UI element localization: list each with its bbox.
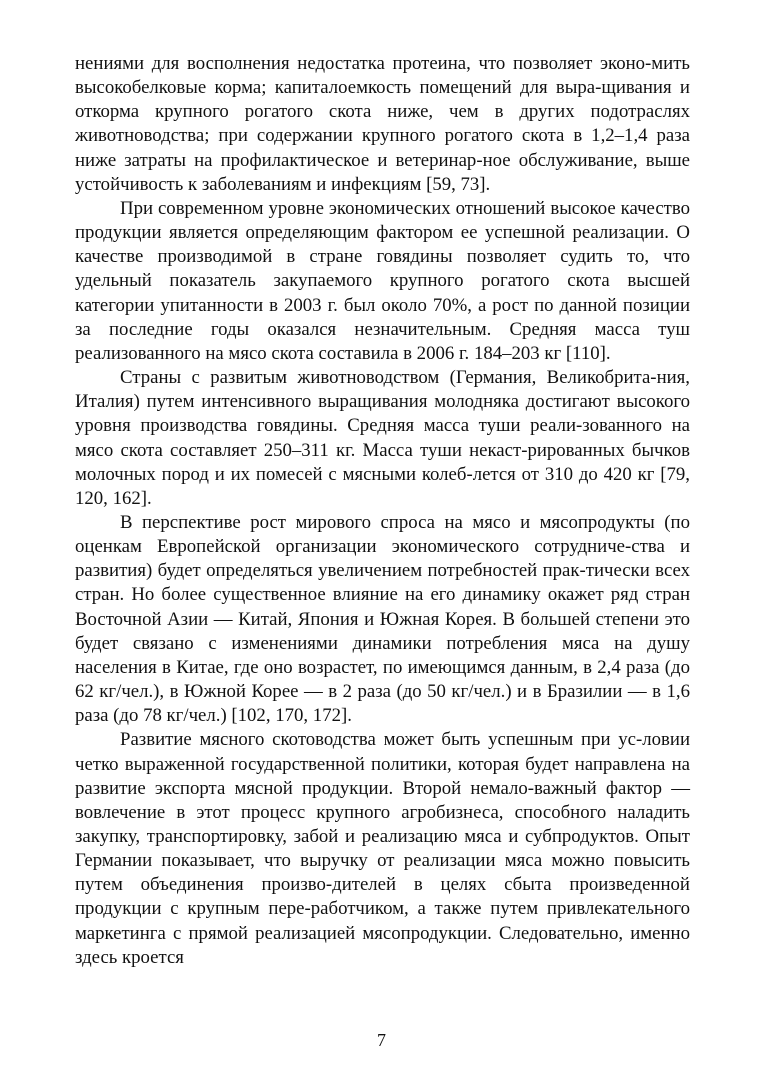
- text-line: судить то, что удельный показатель закупаемого крупного рогатого: [75, 246, 690, 292]
- text-line: направлена на развитие экспорта мясной продукции. Второй немало-: [75, 753, 690, 799]
- paragraph: [75, 52, 690, 197]
- paragraph: [75, 511, 690, 728]
- text-line: (по оценкам Европейской организации экономического сотрудниче-: [75, 511, 690, 558]
- paragraph: [75, 728, 690, 970]
- text-line: Развитие мясного скотоводства может быть успешным при ус-: [120, 729, 643, 751]
- text-line: по данной позиции за последние годы оказался незначительным.: [75, 294, 691, 340]
- text-line: по имеющимся данным, в 2,4 раза (до 62 кг/чел.), в Южной Корее —: [75, 656, 690, 703]
- text-line: ства и развития) будет определяться увеличением потребностей прак-: [75, 536, 690, 582]
- text-line: подотраслях животноводства; при содержании крупного рогатого: [75, 101, 690, 147]
- text-line: Средняя масса туш реализованного на мясо скота составила в 2006 г.: [75, 318, 690, 364]
- text-line: щивания и откорма крупного рогатого скота ниже, чем в других: [75, 77, 690, 123]
- text-line: В перспективе рост мирового спроса на мясо и мясопродукты: [120, 511, 655, 533]
- text-line: В большей степени это будет связано с изменениями динамики: [75, 608, 690, 654]
- paragraph: [75, 197, 690, 366]
- text-line: ния, Италия) путем интенсивного выращивания молодняка достигают: [75, 367, 690, 413]
- text-line: 184–203 кг [110].: [473, 342, 611, 364]
- text-line: скота в 1,2–1,4 раза ниже затраты на профилактическое и ветеринар-: [75, 125, 690, 171]
- page-number: 7: [377, 1030, 386, 1050]
- text-line: мить высокобелковые корма; капиталоемкость помещений для выра-: [75, 53, 690, 99]
- text-line: высокого уровня производства говядины. Средняя масса туши реали-: [75, 391, 690, 437]
- text-line: лется от 310 до 420 кг [79, 120, 162].: [75, 463, 690, 509]
- text-line: мяса и субпродуктов. Опыт Германии показывает, что выручку от: [75, 826, 690, 872]
- text-line: скота высшей категории упитанности в 2003 г. был около 70%, а рост: [75, 270, 691, 316]
- text-line: важный фактор — вовлечение в этот процесс крупного агробизнеса,: [75, 777, 690, 823]
- text-line: [59, 73].: [426, 173, 491, 195]
- body-text: [75, 52, 690, 970]
- text-line: тически всех стран. Но более существенное влияние на его динамику: [75, 560, 690, 606]
- text-line: работчиком, а также путем привлекательного маркетинга с прямой: [75, 898, 690, 944]
- text-line: рированных бычков молочных пород и их помесей с мясными колеб-: [75, 439, 690, 485]
- text-line: способного наладить закупку, транспортировку, забой и реализацию: [75, 801, 690, 847]
- text-line: 170, 172].: [275, 705, 352, 727]
- text-line: в 2 раза (до 50 кг/чел.) и в Бразилии — в 1,6 раза (до 78 кг/чел.) [102,: [75, 681, 690, 727]
- text-line: нениями для восполнения недостатка протеина, что позволяет эконо-: [75, 53, 652, 74]
- text-line: реализации. О качестве производимой в стране говядины позволяет: [75, 222, 690, 268]
- document-page: [75, 52, 690, 1079]
- text-line: реализации мяса можно повысить путем объединения произво-: [75, 850, 690, 896]
- text-line: окажет ряд стран Восточной Азии — Китай, Япония и Южная Корея.: [75, 584, 690, 630]
- text-line: ловии четко выраженной государственной политики, которая будет: [75, 729, 690, 775]
- text-line: реализацией мясопродукции. Следовательно, именно здесь кроется: [75, 922, 690, 968]
- text-line: дителей в целях сбыта произведенной продукции с крупным пере-: [75, 874, 690, 920]
- text-line: ное обслуживание, выше устойчивость к заболеваниям и инфекциям: [75, 149, 690, 195]
- paragraph: [75, 366, 690, 511]
- text-line: потребления мяса на душу населения в Китае, где оно возрастет,: [75, 632, 690, 678]
- text-line: качество продукции является определяющим фактором ее успешной: [75, 197, 690, 244]
- text-line: зованного на мясо скота составляет 250–311 кг. Масса туши некаст-: [75, 415, 691, 461]
- text-line: При современном уровне экономических отношений высокое: [120, 197, 616, 219]
- text-line: Страны с развитым животноводством (Германия, Великобрита-: [120, 367, 657, 389]
